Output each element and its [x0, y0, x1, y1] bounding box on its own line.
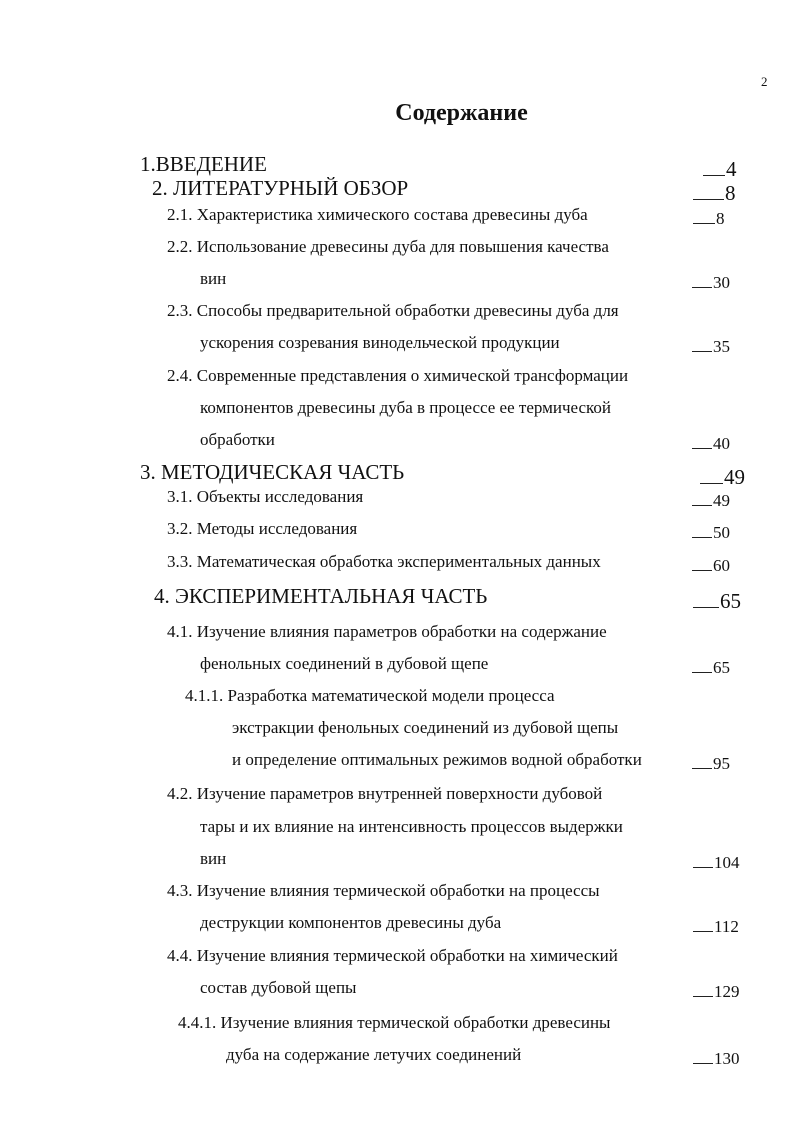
toc-entry-page: [692, 431, 730, 452]
leader-line: [692, 270, 712, 288]
toc-entry-page: [693, 206, 725, 227]
toc-entry-continuation: вин: [200, 269, 227, 288]
toc-entry-page: [693, 979, 740, 1000]
page-ref: 50: [713, 523, 730, 542]
toc-entry-page: [693, 586, 741, 612]
page-ref: 104: [714, 853, 740, 872]
leader-line: [692, 655, 712, 673]
leader-line: [692, 553, 712, 571]
toc-entry-page: [693, 850, 740, 871]
toc-entry-page: [692, 520, 730, 541]
toc-entry-page: [692, 334, 730, 355]
toc-entry-page: [692, 655, 730, 676]
page-ref: 49: [724, 465, 745, 489]
toc-entry-continuation: обработки: [200, 430, 275, 449]
leader-line: [700, 462, 723, 484]
toc-entry-title: 1.ВВЕДЕНИЕ: [140, 152, 267, 176]
page-ref: 40: [713, 434, 730, 453]
leader-line: [693, 586, 719, 608]
toc-entry-continuation: деструкции компонентов древесины дуба: [200, 913, 502, 932]
leader-line: [693, 178, 724, 200]
toc-entry-title: 2.3. Способы предварительной обработки древесины дуба для: [167, 301, 619, 320]
toc-entry-title: 3.1. Объекты исследования: [167, 487, 364, 506]
leader-line: [692, 334, 712, 352]
page-ref: 8: [716, 209, 725, 228]
toc-entry-title: 4.4.1. Изучение влияния термической обработки древесины: [178, 1013, 611, 1032]
toc-entry-page: [703, 154, 737, 180]
toc-entry-continuation: вин: [200, 849, 227, 868]
leader-line: [692, 488, 712, 506]
toc-entry-continuation: компонентов древесины дуба в процессе ее термической: [200, 398, 612, 417]
leader-line: [693, 850, 713, 868]
leader-line: [692, 431, 712, 449]
page-ref: 95: [713, 754, 730, 773]
toc-entry-continuation: дуба на содержание летучих соединений: [226, 1045, 522, 1064]
leader-line: [703, 154, 725, 176]
page-title: Содержание: [395, 100, 528, 126]
toc-entry-title: 4.2. Изучение параметров внутренней поверхности дубовой: [167, 784, 603, 803]
toc-entry-continuation: ускорения созревания винодельческой продукции: [200, 333, 560, 352]
toc-entry-page: [693, 914, 739, 935]
page-ref: 30: [713, 273, 730, 292]
toc-entry-title: 4.1. Изучение влияния параметров обработки на содержание: [167, 622, 607, 641]
toc-entry-continuation: состав дубовой щепы: [200, 978, 357, 997]
page-ref: 35: [713, 337, 730, 356]
leader-line: [693, 914, 713, 932]
toc-entry-title: 3.3. Математическая обработка экспериментальных данных: [167, 552, 601, 571]
page-ref: 130: [714, 1049, 740, 1068]
leader-line: [693, 979, 713, 997]
page-ref: 60: [713, 556, 730, 575]
toc-entry-title: 2.1. Характеристика химического состава древесины дуба: [167, 205, 588, 224]
toc-entry-continuation: тары и их влияние на интенсивность процессов выдержки: [200, 817, 623, 836]
toc-entry-page: [693, 1046, 740, 1067]
toc-entry-continuation: экстракции фенольных соединений из дубовой щепы: [232, 718, 619, 737]
leader-line: [692, 751, 712, 769]
toc-entry-page: [692, 751, 730, 772]
toc-entry-page: [692, 270, 730, 291]
leader-line: [692, 520, 712, 538]
toc-entry-title: 2. ЛИТЕРАТУРНЫЙ ОБЗОР: [152, 176, 409, 200]
toc-entry-title: 3.2. Методы исследования: [167, 519, 358, 538]
toc-entry-page: [692, 488, 730, 509]
toc-entry-title: 4.1.1. Разработка математической модели процесса: [185, 686, 555, 705]
toc-entry-title: 4. ЭКСПЕРИМЕНТАЛЬНАЯ ЧАСТЬ: [154, 584, 488, 608]
toc-entry-continuation: и определение оптимальных режимов водной обработки: [232, 750, 642, 769]
toc-entry-title: 4.3. Изучение влияния термической обработки на процессы: [167, 881, 600, 900]
page-number: 2: [761, 74, 768, 89]
page-ref: 4: [726, 157, 737, 181]
toc-entry-page: [693, 178, 736, 204]
toc-entry-title: 3. МЕТОДИЧЕСКАЯ ЧАСТЬ: [140, 460, 405, 484]
toc-entry-page: [692, 553, 730, 574]
page-ref: 49: [713, 491, 730, 510]
toc-entry-title: 4.4. Изучение влияния термической обработки на химический: [167, 946, 618, 965]
page-ref: 8: [725, 181, 736, 205]
toc-entry-continuation: фенольных соединений в дубовой щепе: [200, 654, 489, 673]
page-ref: 112: [714, 917, 739, 936]
leader-line: [693, 1046, 713, 1064]
toc-entry-title: 2.4. Современные представления о химической трансформации: [167, 366, 629, 385]
toc-entry-page: [700, 462, 745, 488]
page-ref: 65: [720, 589, 741, 613]
page-ref: 129: [714, 982, 740, 1001]
page-ref: 65: [713, 658, 730, 677]
leader-line: [693, 206, 715, 224]
toc-entry-title: 2.2. Использование древесины дуба для повышения качества: [167, 237, 609, 256]
